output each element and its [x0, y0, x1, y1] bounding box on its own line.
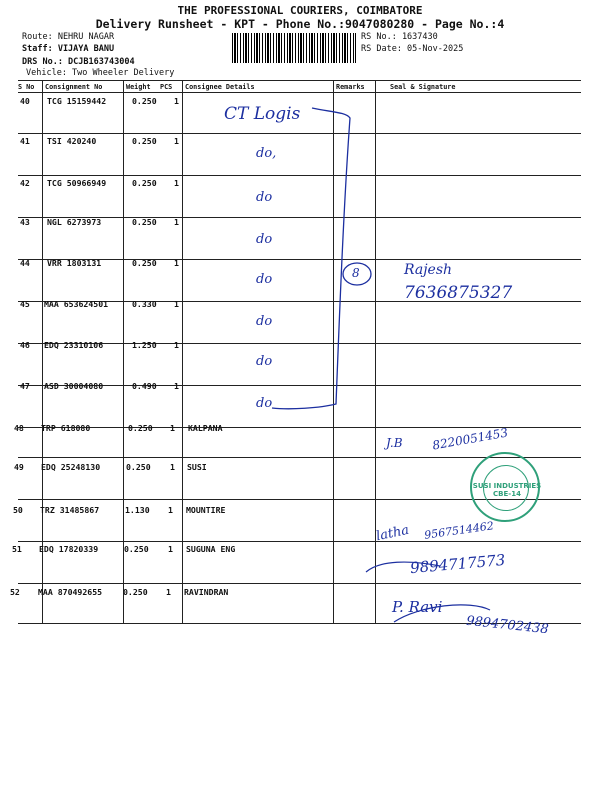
bracket-stroke [272, 108, 350, 409]
col-header-consignee: Consignee Details [185, 83, 255, 91]
row-pcs: 1 [168, 505, 173, 515]
row-consignment: TCG 50966949 [47, 178, 107, 188]
handwritten-phone: 9894717573 [409, 550, 507, 578]
row-consignment: EDQ 17820339 [39, 544, 99, 554]
handwritten-name: latha [374, 522, 411, 545]
handwritten-ditto: do [256, 272, 273, 287]
col-header-seal: Seal & Signature [390, 83, 456, 91]
row-weight: 0.250 [132, 178, 157, 188]
handwritten-ditto: do, [256, 146, 277, 161]
col-header-pcs: PCS [160, 83, 173, 91]
row-pcs: 1 [170, 462, 175, 472]
stamp-text: SUSI INDUSTRIES CBE-14 [472, 482, 542, 498]
row-pcs: 1 [174, 258, 179, 268]
row-sno: 44 [20, 258, 30, 268]
col-header-remarks: Remarks [336, 83, 365, 91]
row-weight: 0.250 [132, 136, 157, 146]
row-weight: 0.250 [132, 217, 157, 227]
handwritten-ditto: do [256, 190, 273, 205]
col-header-sno: S No [18, 83, 35, 91]
row-weight: 0.250 [123, 587, 148, 597]
handwritten-ditto: do [256, 354, 273, 369]
staff-label: Staff: VIJAYA BANU [22, 44, 115, 54]
handwritten-phone: 9894702438 [465, 613, 550, 638]
row-weight: 1.250 [132, 340, 157, 350]
handwritten-phone: 9567514462 [423, 519, 495, 542]
row-consignee: RAVINDRAN [184, 587, 229, 597]
drs-label: DRS No.: DCJB163743004 [22, 57, 135, 67]
row-sno: 43 [20, 217, 30, 227]
row-pcs: 1 [174, 96, 179, 106]
row-consignment: TRP 618080 [41, 423, 91, 433]
handwritten-name: P. Ravi [392, 598, 443, 616]
col-header-weight: Weight [126, 83, 151, 91]
row-consignee: SUGUNA ENG [186, 544, 236, 554]
handwritten-phone: 8220051453 [431, 425, 509, 453]
row-sno: 45 [20, 299, 30, 309]
row-consignment: NGL 6273973 [47, 217, 102, 227]
row-sno: 52 [10, 587, 20, 597]
row-sno: 49 [14, 462, 24, 472]
row-consignment: EDQ 25248130 [41, 462, 101, 472]
col-header-consignment: Consignment No [45, 83, 103, 91]
row-weight: 0.250 [124, 544, 149, 554]
handwritten-name: J.B [386, 436, 403, 450]
row-weight: 0.250 [132, 96, 157, 106]
row-pcs: 1 [174, 299, 179, 309]
row-pcs: 1 [174, 136, 179, 146]
row-consignment: MAA 653624501 [44, 299, 109, 309]
row-weight: 1.130 [125, 505, 150, 515]
row-pcs: 1 [166, 587, 171, 597]
row-consignment: VRR 1803131 [47, 258, 102, 268]
row-pcs: 1 [174, 217, 179, 227]
row-sno: 50 [13, 505, 23, 515]
row-pcs: 1 [174, 340, 179, 350]
row-consignment: MAA 870492655 [38, 587, 103, 597]
row-sno: 41 [20, 136, 30, 146]
row-sno: 47 [20, 381, 30, 391]
handwritten-name: Rajesh [404, 262, 453, 278]
row-consignment: ASD 30004080 [44, 381, 104, 391]
row-weight: 0.250 [132, 258, 157, 268]
row-pcs: 1 [170, 423, 175, 433]
row-pcs: 1 [174, 381, 179, 391]
row-weight: 0.250 [126, 462, 151, 472]
row-weight: 0.250 [128, 423, 153, 433]
row-pcs: 1 [174, 178, 179, 188]
handwritten-circled-count: 8 [352, 266, 360, 280]
handwritten-ditto: do [256, 314, 273, 329]
vehicle-label: Vehicle: Two Wheeler Delivery [26, 68, 175, 78]
row-consignee: MOUNTIRE [186, 505, 226, 515]
row-consignment: TSI 420240 [47, 136, 97, 146]
handwritten-phone: 7636875327 [404, 283, 513, 303]
row-sno: 40 [20, 96, 30, 106]
row-consignee: KALPANA [188, 423, 223, 433]
row-weight: 0.330 [132, 299, 157, 309]
handwritten-ct-logis: CT Logis [224, 104, 301, 124]
row-consignee: SUSI [187, 462, 207, 472]
company-stamp [470, 452, 540, 522]
row-consignment: EDQ 23310106 [44, 340, 104, 350]
company-title: THE PROFESSIONAL COURIERS, COIMBATORE [177, 4, 423, 17]
runsheet-title: Delivery Runsheet - KPT - Phone No.:9047080280 - Page No.:4 [95, 17, 505, 31]
row-sno: 48 [14, 423, 24, 433]
rs-number: RS No.: 1637430 [361, 32, 438, 42]
rs-date: RS Date: 05-Nov-2025 [361, 44, 464, 54]
row-weight: 0.490 [132, 381, 157, 391]
row-sno: 51 [12, 544, 22, 554]
route-label: Route: NEHRU NAGAR [22, 32, 115, 42]
row-consignment: TCG 15159442 [47, 96, 107, 106]
handwritten-ditto: do [256, 232, 273, 247]
row-sno: 42 [20, 178, 30, 188]
row-consignment: TRZ 31485867 [40, 505, 100, 515]
handwritten-ditto: do [256, 396, 273, 411]
row-pcs: 1 [168, 544, 173, 554]
row-sno: 46 [20, 340, 30, 350]
